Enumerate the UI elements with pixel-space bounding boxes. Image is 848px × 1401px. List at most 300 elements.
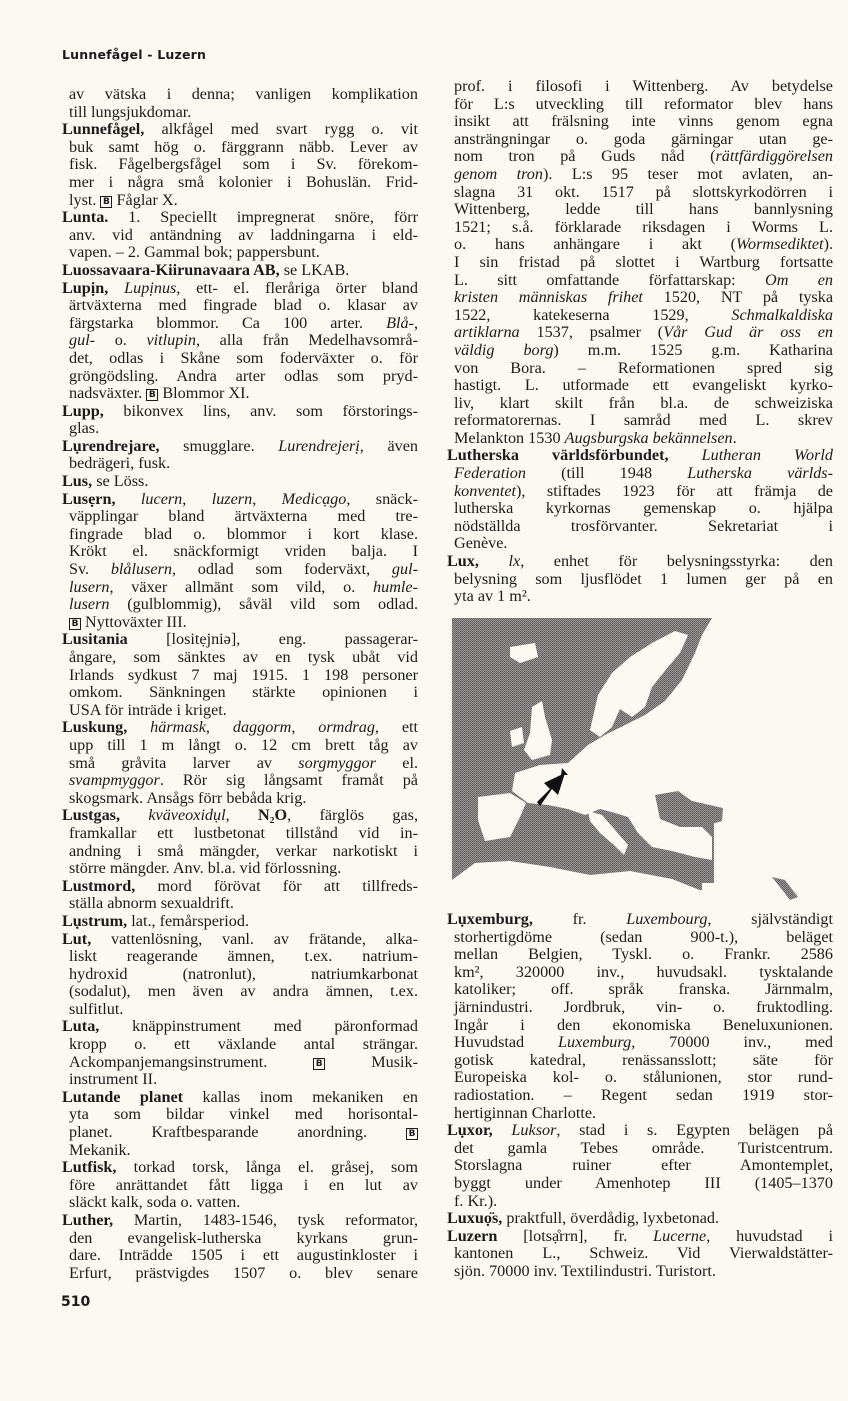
- text: prof. i filosofi i Wittenberg. Av betydelse: [454, 77, 833, 95]
- text-line: [62, 649, 418, 667]
- text-line: [62, 1054, 418, 1072]
- text: ,: [182, 489, 212, 508]
- text: ställa abnorm sexualdrift.: [69, 894, 234, 913]
- text: praktfull, överdådig, lyxbetonad.: [502, 1209, 720, 1228]
- italic-term: Lutherska världs-: [687, 464, 833, 483]
- text: större mängder. Anv. bl.a. vid förlossning.: [69, 859, 342, 878]
- text: ,: [413, 313, 418, 332]
- dictionary-entry: [447, 1228, 833, 1281]
- text-line: [62, 1124, 418, 1142]
- headword: Lustgas,: [62, 806, 121, 825]
- left-column: [62, 86, 418, 1282]
- text-line: [447, 307, 833, 325]
- text: till lungsjukdomar.: [69, 102, 192, 121]
- italic-term: lusern: [69, 595, 110, 614]
- text: instrument II.: [69, 1070, 158, 1089]
- headword: Lupp,: [62, 401, 104, 420]
- text-line: [447, 78, 833, 96]
- text: 1521; s.å. förklarade riksdagen i Worms L.: [454, 217, 833, 236]
- text: mer i några små kolonier i Bohuslän. Frid-: [69, 172, 418, 191]
- italic-term: Vår Gud är oss en: [663, 323, 833, 342]
- text-line: [62, 843, 418, 861]
- dictionary-entry: [62, 878, 418, 913]
- text: se Löss.: [92, 472, 149, 491]
- text-line: [447, 588, 833, 606]
- italic-term: humle-: [373, 577, 418, 596]
- dictionary-entry: [62, 1159, 418, 1212]
- text-line: [62, 526, 418, 544]
- dictionary-entry: [62, 719, 418, 807]
- text-line: [447, 1069, 833, 1087]
- text-line: [62, 280, 418, 298]
- text-line: [62, 1089, 418, 1107]
- headword: Luther,: [62, 1211, 114, 1229]
- headword: N₂O: [257, 806, 288, 825]
- text: Huvudstad: [454, 1033, 559, 1052]
- italic-term: rättfärdiggörelsen: [715, 147, 833, 166]
- text-line: [62, 368, 418, 386]
- italic-term: lucern: [140, 489, 183, 508]
- italic-term: Luksor: [511, 1121, 557, 1140]
- headword: Luzern: [447, 1226, 498, 1245]
- text: ,: [252, 489, 282, 508]
- text: den evangelisk-lutherska kyrkans grun-: [69, 1228, 418, 1247]
- text: katoliker; off. språk franska. Järnmalm,: [454, 980, 833, 999]
- headword: Luta,: [62, 1017, 100, 1036]
- text-line: [62, 966, 418, 984]
- right-column-lower: [447, 911, 833, 1280]
- text: järnindustri. Jordbruk, vin- o. fruktodling.: [454, 997, 833, 1016]
- text: [127, 718, 150, 736]
- text: liv, klart skilt från bl.a. de schweiziska: [454, 393, 833, 412]
- text-line: [447, 1175, 833, 1193]
- dictionary-entry: [447, 911, 833, 1122]
- text: el.: [375, 753, 418, 772]
- right-column-upper: [447, 78, 833, 606]
- picture-reference-icon: B: [313, 1058, 325, 1070]
- text: Erfurt, prästvigdes 1507 o. blev senare: [69, 1263, 418, 1282]
- italic-term: Lurendrejerị: [278, 436, 360, 455]
- text-line: [62, 543, 418, 561]
- italic-term: Lutheran World: [701, 446, 834, 465]
- text: små gråvita larver av: [69, 753, 299, 772]
- headword: Lunta.: [62, 208, 109, 227]
- text: , självständigt: [707, 910, 833, 928]
- text: [669, 446, 702, 464]
- italic-term: gul-: [391, 560, 418, 579]
- text-line: [447, 571, 833, 589]
- text-line: [62, 192, 418, 210]
- text: kantonen L., Schweiz. Vid Vierwaldstätter-: [454, 1244, 833, 1263]
- dictionary-entry: [447, 1210, 833, 1228]
- text: hertiginnan Charlotte.: [454, 1103, 597, 1122]
- text: 1537, psalmer (: [519, 323, 664, 342]
- text: kropp o. ett växlande antal strängar.: [69, 1035, 418, 1054]
- text-line: [62, 1018, 418, 1036]
- text: , ett: [374, 718, 419, 737]
- text: knäppinstrument med päronformad: [99, 1017, 418, 1036]
- text-line: [447, 342, 833, 360]
- text: ärtväxterna med fingrade blad o. klasar av: [69, 296, 418, 315]
- text-line: [62, 702, 418, 720]
- dictionary-entry: [62, 209, 418, 262]
- text-line: [62, 209, 418, 227]
- headword: Lutande planet: [62, 1087, 184, 1106]
- text: Irlands sydkust 7 maj 1915. 1 198 personer: [69, 665, 418, 684]
- text-line: [62, 1212, 418, 1230]
- text: yta som bildar vinkel med horisontal-: [69, 1105, 418, 1124]
- italic-term: Wormsediktet: [736, 235, 824, 254]
- text: bikonvex lins, anv. som förstorings-: [103, 401, 418, 420]
- dictionary-entry: [447, 553, 833, 606]
- text: , växer allmänt som vild, o.: [109, 577, 374, 596]
- text: ), stiftades 1923 för att främja de: [516, 481, 833, 500]
- text-line: [62, 139, 418, 157]
- text: I sin fristad på slottet i Wartburg fortsatte: [454, 252, 833, 271]
- text-line: [447, 201, 833, 219]
- text: Wittenberg, ledde till hans bannlysning: [454, 200, 833, 219]
- italic-term: kväveoxidụl: [148, 806, 226, 825]
- text-line: [62, 631, 418, 649]
- text-line: [62, 315, 418, 333]
- text: alkfågel med svart rygg o. vit: [144, 120, 418, 139]
- text: lutherska kyrkornas gemenskap o. hjälpa: [454, 499, 833, 518]
- headword: Lut,: [62, 929, 92, 948]
- text: Genève.: [454, 534, 508, 553]
- text-line: [447, 483, 833, 501]
- text-line: [447, 412, 833, 430]
- text-line: [447, 272, 833, 290]
- headword: Luxuọ̈s,: [447, 1209, 503, 1228]
- text: upp till 1 m långt o. 12 cm brett tåg av: [69, 735, 418, 754]
- text: gotisk katedral, renässansslott; säte för: [454, 1050, 833, 1069]
- dictionary-entry: [62, 913, 418, 931]
- dictionary-entry: [62, 262, 418, 280]
- text: , enhet för belysningsstyrka: den: [520, 552, 834, 571]
- italic-term: Luxembourg: [626, 910, 708, 928]
- text: . Rör sig långsamt framåt på: [159, 771, 418, 790]
- text: , 70000 inv., med: [631, 1033, 833, 1052]
- headword: Lụxemburg,: [447, 910, 533, 928]
- text: insikt att frälsning inte vinns genom egna: [454, 112, 833, 131]
- picture-reference-icon: B: [69, 618, 81, 630]
- dictionary-entry: [62, 1212, 418, 1282]
- text-line: [447, 553, 833, 571]
- italic-term: luzern: [211, 489, 253, 508]
- text-line: [447, 324, 833, 342]
- italic-term: konventet: [454, 481, 517, 500]
- italic-term: Augsburgska bekännelsen: [564, 428, 733, 447]
- text: se LKAB.: [279, 260, 350, 279]
- text-line: [447, 289, 833, 307]
- dictionary-entry: [62, 491, 418, 632]
- text: belysning som ljusflödet 1 lumen ger på en: [454, 569, 833, 588]
- text: skogsmark. Ansågs förr bebåda krig.: [69, 788, 307, 807]
- text: , färglös gas,: [287, 806, 419, 825]
- text: [lositẹjniə], eng. passagerar-: [127, 630, 418, 649]
- text: hastigt. L. utformade ett evangeliskt kyrko-: [454, 376, 833, 395]
- text: ,: [225, 806, 258, 825]
- text: storhertigdöme (sedan 900-t.), beläget: [454, 927, 833, 946]
- text-line: [447, 1034, 833, 1052]
- text-line: [447, 981, 833, 999]
- headword: Lutfisk,: [62, 1158, 117, 1177]
- text: släckt kalk, soda o. vatten.: [69, 1193, 241, 1212]
- page-number: 510: [61, 1294, 91, 1310]
- text: (sodalut), men även av andra ämnen, t.ex.: [69, 982, 418, 1001]
- text: f. Kr.).: [454, 1191, 498, 1210]
- dictionary-entry: [447, 78, 833, 447]
- text: lyst.: [69, 190, 101, 209]
- text: Martin, 1483-1546, tysk reformator,: [113, 1211, 418, 1229]
- text: det gamla Tebes område. Turistcentrum.: [454, 1138, 833, 1157]
- text: framkallar ett lustbetonat tillstånd vid in-: [69, 823, 418, 842]
- italic-term: Om en: [765, 270, 833, 289]
- text: Melankton 1530: [454, 428, 565, 447]
- text: glas.: [69, 419, 100, 438]
- italic-term: härmask: [150, 718, 206, 737]
- text: fr.: [532, 910, 627, 928]
- text: det, odlas i Skåne som foderväxter o. för: [69, 348, 418, 367]
- text: andning i små mängder, verkar narkotiskt i: [69, 841, 418, 860]
- italic-term: artiklarna: [454, 323, 520, 342]
- headword: Lutherska världsförbundet,: [447, 446, 669, 465]
- text: [120, 806, 148, 824]
- headword: Lunnefågel,: [62, 120, 145, 139]
- dictionary-entry: [62, 121, 418, 209]
- headword: Luossavaara-Kiirunavaara AB,: [62, 260, 280, 279]
- text: (gulblommig), såväl vild som odlad.: [109, 595, 418, 614]
- italic-term: sorgmyggor: [298, 753, 376, 772]
- text: ,: [205, 718, 233, 737]
- text: buk samt hög o. färggrann näbb. Lever av: [69, 137, 418, 156]
- text-line: [447, 1157, 833, 1175]
- picture-reference-icon: B: [406, 1128, 418, 1140]
- text-line: [447, 360, 833, 378]
- headword: Lupịn,: [62, 278, 109, 297]
- italic-term: Lucerne: [653, 1226, 707, 1245]
- text: Europeiska kol- o. stålunionen, stor rund-: [454, 1068, 833, 1087]
- text: gröngödsling. Andra arter odlas som pryd-: [69, 366, 418, 385]
- text: ,: [291, 718, 319, 737]
- text-line: [62, 579, 418, 597]
- text-line: [447, 1210, 833, 1228]
- text: Krökt el. snäckformigt vriden balja. I: [69, 542, 418, 561]
- picture-reference-icon: B: [100, 196, 112, 208]
- text: , ett- el. fleråriga örter bland: [176, 278, 418, 297]
- text: , odlad som foderväxt,: [171, 560, 392, 579]
- italic-term: ormdrag: [318, 718, 375, 737]
- text-line: [447, 131, 833, 149]
- headword: Lus,: [62, 472, 93, 491]
- text-line: [447, 1140, 833, 1158]
- text-line: [62, 1001, 418, 1019]
- text-line: [62, 1177, 418, 1195]
- italic-term: daggorm: [232, 718, 292, 737]
- text-line: [62, 931, 418, 949]
- italic-term: Lupịnus: [124, 278, 177, 297]
- text-line: [62, 684, 418, 702]
- italic-term: kristen människas frihet: [454, 288, 643, 307]
- dictionary-entry: [62, 86, 418, 121]
- text: , även: [359, 436, 418, 455]
- italic-term: blålusern: [110, 560, 172, 579]
- italic-term: lusern: [69, 577, 110, 596]
- text-line: [62, 86, 418, 104]
- headword: Lusẹrn,: [62, 489, 116, 508]
- text: för L:s utveckling till reformator blev hans: [454, 94, 833, 113]
- text: byggt under Amenhotep III (1405–1370: [454, 1173, 833, 1192]
- text: vapen. – 2. Gammal bok; pappersbunt.: [69, 243, 320, 262]
- dictionary-entry: [447, 1122, 833, 1210]
- italic-term: vitlupin: [146, 331, 196, 350]
- text-line: [447, 395, 833, 413]
- text-line: [62, 104, 418, 122]
- text: [lotsạ̊rrn], fr.: [497, 1226, 654, 1245]
- text: , huvudstad i: [706, 1226, 833, 1245]
- dictionary-entry: [62, 403, 418, 438]
- text-line: [62, 614, 418, 632]
- text-line: [62, 1142, 418, 1160]
- text-line: [447, 911, 833, 929]
- text-line: [62, 455, 418, 473]
- text: Ingår i den ekonomiska Beneluxunionen.: [454, 1015, 833, 1034]
- dictionary-entry: [62, 1089, 418, 1159]
- text-line: [62, 1159, 418, 1177]
- text: hydroxid (natronlut), natriumkarbonat: [69, 964, 418, 983]
- text-line: [447, 1105, 833, 1123]
- text-line: [447, 500, 833, 518]
- text-line: [62, 913, 418, 931]
- text: planet. Kraftbesparande anordning.: [69, 1123, 406, 1142]
- text: ) m.m. 1525 g.m. Katharina: [553, 340, 833, 359]
- italic-term: väldig borg: [454, 340, 554, 359]
- text: fisk. Fågelbergsfågel som i Sv. förekom-: [69, 155, 418, 174]
- text-line: [62, 755, 418, 773]
- text: Sv.: [69, 560, 111, 579]
- text-line: [62, 491, 418, 509]
- headword: Luskung,: [62, 718, 128, 737]
- text: av vätska i denna; vanligen komplikation: [69, 85, 418, 103]
- italic-term: Medicạgo: [281, 489, 347, 508]
- text: (till 1948: [525, 464, 688, 483]
- text: nödställda trosförvanter. Sekretariat i: [454, 516, 833, 535]
- text-line: [62, 807, 418, 825]
- text: ).: [823, 235, 833, 254]
- text: [108, 279, 124, 297]
- text: Blommor XI.: [158, 384, 250, 403]
- text: ångare, som sänktes av en tysk ubåt vid: [69, 648, 418, 666]
- text-line: [447, 254, 833, 272]
- text-line: [62, 385, 418, 403]
- text: anv. vid antändning av laddningarna i eld-: [69, 225, 418, 244]
- italic-term: lx: [508, 552, 521, 571]
- text: sulfitlut.: [69, 999, 124, 1018]
- text-line: [62, 244, 418, 262]
- text-line: [62, 297, 418, 315]
- text: 1522, katekeserna 1529,: [454, 305, 732, 324]
- text: yta av 1 m².: [454, 587, 531, 606]
- text: omkom. Sänkningen stärkte opinionen i: [69, 683, 418, 702]
- text: före anrättandet fått ligga i en lut av: [69, 1175, 418, 1194]
- headword: Lụstrum,: [62, 911, 128, 930]
- picture-reference-icon: B: [146, 389, 158, 401]
- text-line: [62, 1247, 418, 1265]
- text-line: [62, 719, 418, 737]
- text-line: [447, 1245, 833, 1263]
- text: färgstarka blommor. Ca 100 arter.: [69, 313, 387, 332]
- text: o.: [95, 331, 147, 350]
- text-line: [62, 772, 418, 790]
- text: radiostation. – Regent sedan 1919 stor-: [454, 1085, 833, 1104]
- text-line: [62, 561, 418, 579]
- text: nom tron på Guds nåd (: [454, 147, 716, 166]
- text-line: [447, 1228, 833, 1246]
- italic-term: genom tron: [454, 164, 543, 183]
- text-line: [62, 983, 418, 1001]
- text: mellan Belgien, Tyskl. o. Frankr. 2586: [454, 945, 833, 964]
- text: [479, 552, 509, 570]
- text: slagna 31 okt. 1517 på slottskyrkodörren i: [454, 182, 833, 201]
- text: mord förövat för att tillfreds-: [135, 876, 418, 895]
- text-line: [62, 1265, 418, 1283]
- text: [493, 1121, 512, 1139]
- headword: Lụxor,: [447, 1121, 493, 1140]
- text: liskt reagerande ämnen, t.ex. natrium-: [69, 947, 418, 966]
- text: 1520, NT på tyska: [642, 288, 833, 307]
- text: Nyttoväxter III.: [81, 612, 187, 631]
- red-sea: [772, 877, 798, 900]
- text: km², 320000 inv., huvudsakl. tysktalande: [454, 962, 833, 981]
- text: [116, 490, 141, 508]
- text: Ackompanjemangsinstrument.: [69, 1052, 314, 1071]
- text-line: [447, 518, 833, 536]
- text: Mekanik.: [69, 1140, 131, 1159]
- text: von Bora. – Reformationen spred sig: [454, 358, 833, 377]
- text: USA för inträde i kriget.: [69, 700, 227, 719]
- italic-term: Blå-: [386, 313, 414, 332]
- text-line: [62, 403, 418, 421]
- text-line: [447, 236, 833, 254]
- text-line: [62, 596, 418, 614]
- text: dare. Inträdde 1505 i ett augustinkloster i: [69, 1246, 418, 1265]
- text-line: [447, 166, 833, 184]
- text-line: [62, 227, 418, 245]
- text-line: [447, 113, 833, 131]
- dictionary-entry: [62, 438, 418, 473]
- text: .: [732, 428, 737, 447]
- text-line: [447, 1017, 833, 1035]
- text-line: [447, 1122, 833, 1140]
- text: fingrade blad o. blommor i kort klase.: [69, 524, 418, 543]
- text-line: [62, 438, 418, 456]
- text: kallas inom mekaniken en: [183, 1087, 418, 1106]
- text-line: [447, 447, 833, 465]
- headword: Lusitania: [62, 630, 128, 649]
- text-line: [62, 860, 418, 878]
- text: o. hans anhängare i akt (: [454, 235, 737, 254]
- dictionary-entry: [62, 931, 418, 1019]
- text-line: [62, 1230, 418, 1248]
- text-line: [447, 929, 833, 947]
- text-line: [62, 1036, 418, 1054]
- text-line: [62, 508, 418, 526]
- text-line: [447, 1052, 833, 1070]
- text-line: [62, 878, 418, 896]
- text-line: [447, 535, 833, 553]
- text-line: [447, 465, 833, 483]
- text-line: [447, 430, 833, 448]
